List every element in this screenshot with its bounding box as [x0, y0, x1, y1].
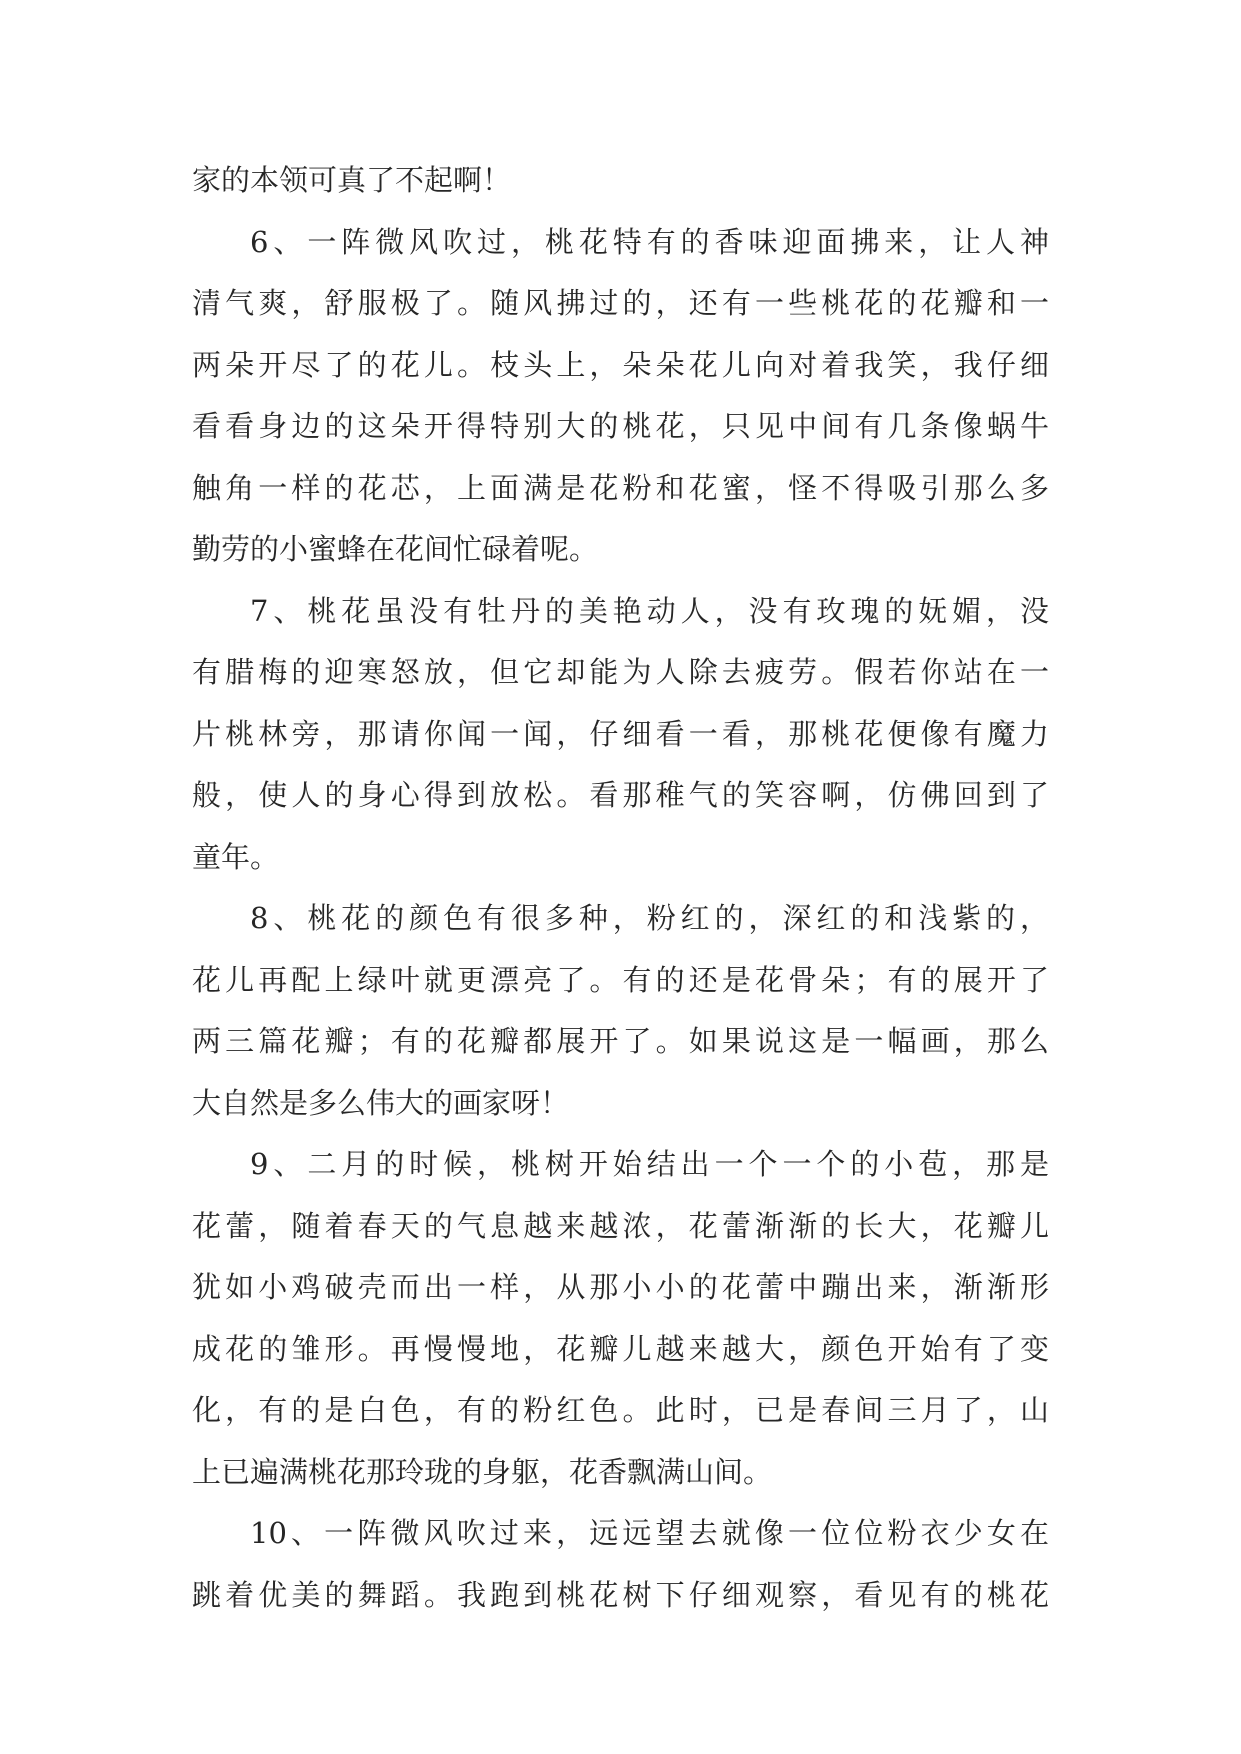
text-line: 跳着优美的舞蹈。我跑到桃花树下仔细观察，看见有的桃花 [192, 1577, 1049, 1612]
text-line: 7、桃花虽没有牡丹的美艳动人，没有玫瑰的妩媚，没 [250, 593, 1049, 628]
document-body [192, 150, 1049, 1626]
paragraph-7 [192, 581, 1049, 889]
text-line: 10、一阵微风吹过来，远远望去就像一位位粉衣少女在 [250, 1516, 1049, 1550]
text-line: 8、桃花的颜色有很多种，粉红的，深红的和浅紫的， [250, 901, 1049, 935]
text-line: 犹如小鸡破壳而出一样，从那小小的花蕾中蹦出来，渐渐形 [192, 1270, 1049, 1304]
text-line: 清气爽，舒服极了。随风拂过的，还有一些桃花的花瓣和一 [192, 286, 1049, 320]
text-line: 化，有的是白色，有的粉红色。此时，已是春间三月了，山 [192, 1393, 1049, 1427]
text-line: 花儿再配上绿叶就更漂亮了。有的还是花骨朵；有的展开了 [192, 962, 1049, 997]
text-line: 两朵开尽了的花儿。枝头上，朵朵花儿向对着我笑，我仔细 [192, 347, 1049, 382]
text-line: 勤劳的小蜜蜂在花间忙碌着呢。 [192, 532, 599, 566]
text-line: 花蕾，随着春天的气息越来越浓，花蕾渐渐的长大，花瓣儿 [192, 1208, 1049, 1243]
text-line: 6、一阵微风吹过，桃花特有的香味迎面拂来，让人神 [250, 224, 1049, 259]
text-line: 成花的雏形。再慢慢地，花瓣儿越来越大，颜色开始有了变 [192, 1331, 1049, 1366]
text-line: 般，使人的身心得到放松。看那稚气的笑容啊，仿佛回到了 [192, 778, 1049, 812]
text-line: 上已遍满桃花那玲珑的身躯，花香飘满山间。 [192, 1454, 773, 1489]
paragraph-6 [192, 212, 1049, 581]
text-line: 触角一样的花芯，上面满是花粉和花蜜，怪不得吸引那么多 [192, 470, 1049, 505]
text-line: 童年。 [192, 839, 280, 874]
text-line: 9、二月的时候，桃树开始结出一个一个的小苞，那是 [250, 1147, 1049, 1181]
text-line: 大自然是多么伟大的画家呀！ [192, 1085, 570, 1120]
paragraph-10 [192, 1503, 1049, 1626]
text-line: 片桃林旁，那请你闻一闻，仔细看一看，那桃花便像有魔力 [192, 716, 1049, 751]
paragraph-9 [192, 1134, 1049, 1503]
text-line: 有腊梅的迎寒怒放，但它却能为人除去疲劳。假若你站在一 [192, 655, 1049, 689]
paragraph-8 [192, 888, 1049, 1134]
paragraph-continuation [192, 150, 1049, 212]
text-line: 家的本领可真了不起啊！ [192, 163, 512, 197]
text-line: 两三篇花瓣；有的花瓣都展开了。如果说这是一幅画，那么 [192, 1024, 1049, 1058]
text-line: 看看身边的这朵开得特别大的桃花，只见中间有几条像蜗牛 [192, 409, 1049, 443]
